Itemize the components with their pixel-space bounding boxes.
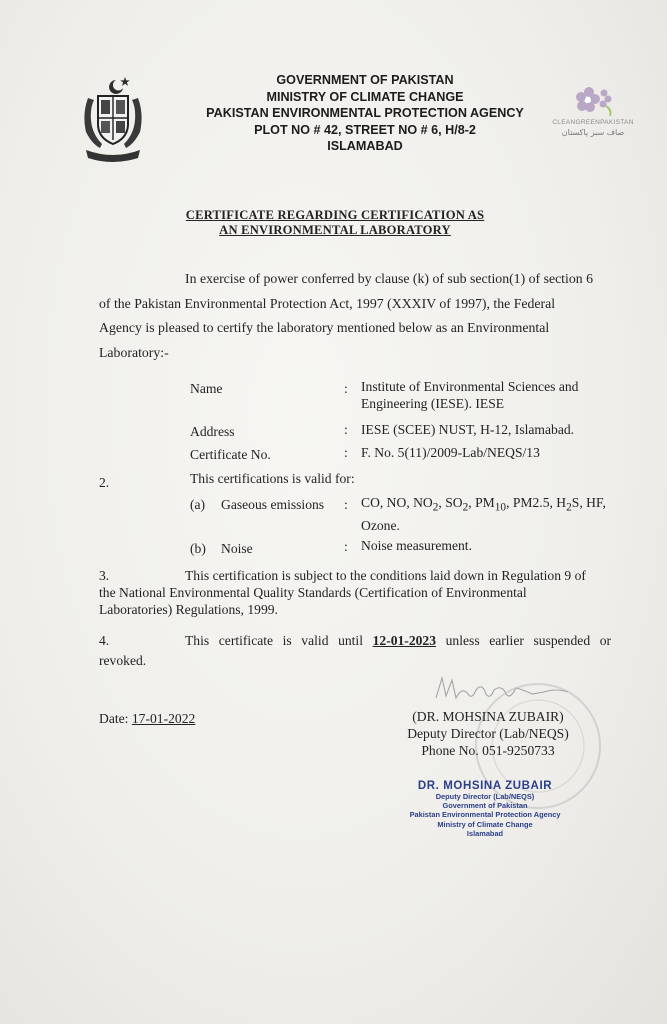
title-line-1: CERTIFICATE REGARDING CERTIFICATION AS (185, 208, 485, 222)
item-b-name: Noise (221, 541, 253, 556)
valid-until-date: 12-01-2023 (372, 633, 437, 648)
stamp-line-1: Deputy Director (Lab/NEQS) (435, 792, 535, 801)
section-4 (99, 631, 611, 671)
clean-green-pakistan-logo (548, 80, 638, 150)
colon: : (344, 497, 348, 512)
letterhead (170, 72, 560, 155)
date-value: 17-01-2022 (131, 711, 196, 726)
signatory-designation: Deputy Director (Lab/NEQS) (407, 726, 569, 741)
signatory-phone: Phone No. 051-9250733 (421, 743, 555, 758)
intro-paragraph (99, 267, 611, 365)
date-label: Date: (99, 711, 129, 726)
section-4-number: 4. (99, 633, 110, 648)
intro-line-2: of the Pakistan Environmental Protection Act, 1997 (XXXIV of 1997), the Federal (99, 295, 556, 311)
subscript: 2 (566, 501, 572, 514)
item-b-value: Noise measurement. (361, 538, 472, 553)
certificate-no-value: F. No. 5(11)/2009-Lab/NEQS/13 (361, 445, 540, 460)
date-line (99, 710, 195, 727)
section-3-line-1: This certification is subject to the conditions laid down in Regulation 9 of (185, 568, 586, 583)
colon: : (344, 445, 348, 460)
subscript: 2 (462, 501, 469, 514)
flower-icon (548, 80, 638, 120)
stamp-line-4: Ministry of Climate Change (437, 819, 533, 829)
stamp-line-2: Government of Pakistan (442, 801, 528, 811)
item-a-value (361, 494, 616, 534)
logo-text: CLEANGREENPAKISTAN (552, 119, 634, 126)
official-stamp (395, 780, 575, 838)
intro-line-4: Laboratory:- (99, 344, 169, 360)
item-b-label: (b) (190, 541, 206, 556)
header-line-ministry: MINISTRY OF CLIMATE CHANGE (266, 89, 464, 104)
section-4-line-2: revoked. (99, 653, 147, 668)
certificate-no-label: Certificate No. (190, 447, 271, 462)
logo-urdu-text: صاف سبز پاکستان (561, 128, 625, 137)
pollutant-text: Ozone. (361, 517, 400, 533)
pollutant-text: , SO (438, 495, 463, 510)
header-line-government: GOVERNMENT OF PAKISTAN (276, 73, 454, 87)
certificate-title (150, 208, 520, 238)
header-line-agency: PAKISTAN ENVIRONMENTAL PROTECTION AGENCY (206, 106, 524, 120)
item-a-name: Gaseous emissions (221, 497, 325, 512)
address-value: IESE (SCEE) NUST, H-12, Islamabad. (361, 422, 575, 437)
stamp-name: DR. MOHSINA ZUBAIR (417, 780, 553, 792)
pollutant-text: S, HF, (571, 495, 606, 510)
intro-line-3: Agency is pleased to certify the laboratory mentioned below as an Environmental (99, 320, 550, 335)
section-3 (99, 567, 611, 618)
intro-line-1: In exercise of power conferred by clause (k) of sub section(1) of section 6 (185, 271, 593, 286)
pollutant-text: , PM2.5, H (506, 495, 567, 510)
pollutant-text: , PM (468, 495, 495, 510)
stamp-line-3: Pakistan Environmental Protection Agency (409, 810, 561, 820)
section-2-text: This certifications is valid for: (190, 471, 355, 486)
name-label: Name (190, 381, 223, 396)
section-4-text-pre: This certificate is valid until (185, 633, 363, 648)
stamp-line-5: Islamabad (466, 828, 504, 838)
pollutant-text: CO, NO, NO (361, 495, 433, 510)
section-3-number: 3. (99, 568, 110, 583)
section-4-text-post: unless earlier suspended or (445, 633, 612, 648)
subscript: 2 (432, 501, 439, 514)
item-a-label: (a) (190, 497, 206, 512)
header-line-city: ISLAMABAD (327, 139, 403, 153)
section-3-line-3: Laboratories) Regulations, 1999. (99, 602, 278, 617)
name-value: Institute of Environmental Sciences and Engineering (IESE). IESE (361, 379, 579, 411)
state-emblem-icon (78, 74, 148, 166)
section-3-line-2: the National Environmental Quality Standards (Certification of Environmental (99, 585, 527, 600)
signatory-block (398, 708, 578, 759)
colon: : (344, 422, 348, 437)
address-label: Address (190, 424, 235, 439)
section-2-number: 2. (99, 475, 110, 490)
signatory-name: (DR. MOHSINA ZUBAIR) (412, 709, 564, 724)
colon: : (344, 381, 348, 396)
title-line-2: AN ENVIRONMENTAL LABORATORY (219, 223, 451, 237)
header-line-address: PLOT NO # 42, STREET NO # 6, H/8-2 (254, 122, 476, 137)
colon: : (344, 539, 348, 554)
subscript: 10 (494, 501, 507, 514)
